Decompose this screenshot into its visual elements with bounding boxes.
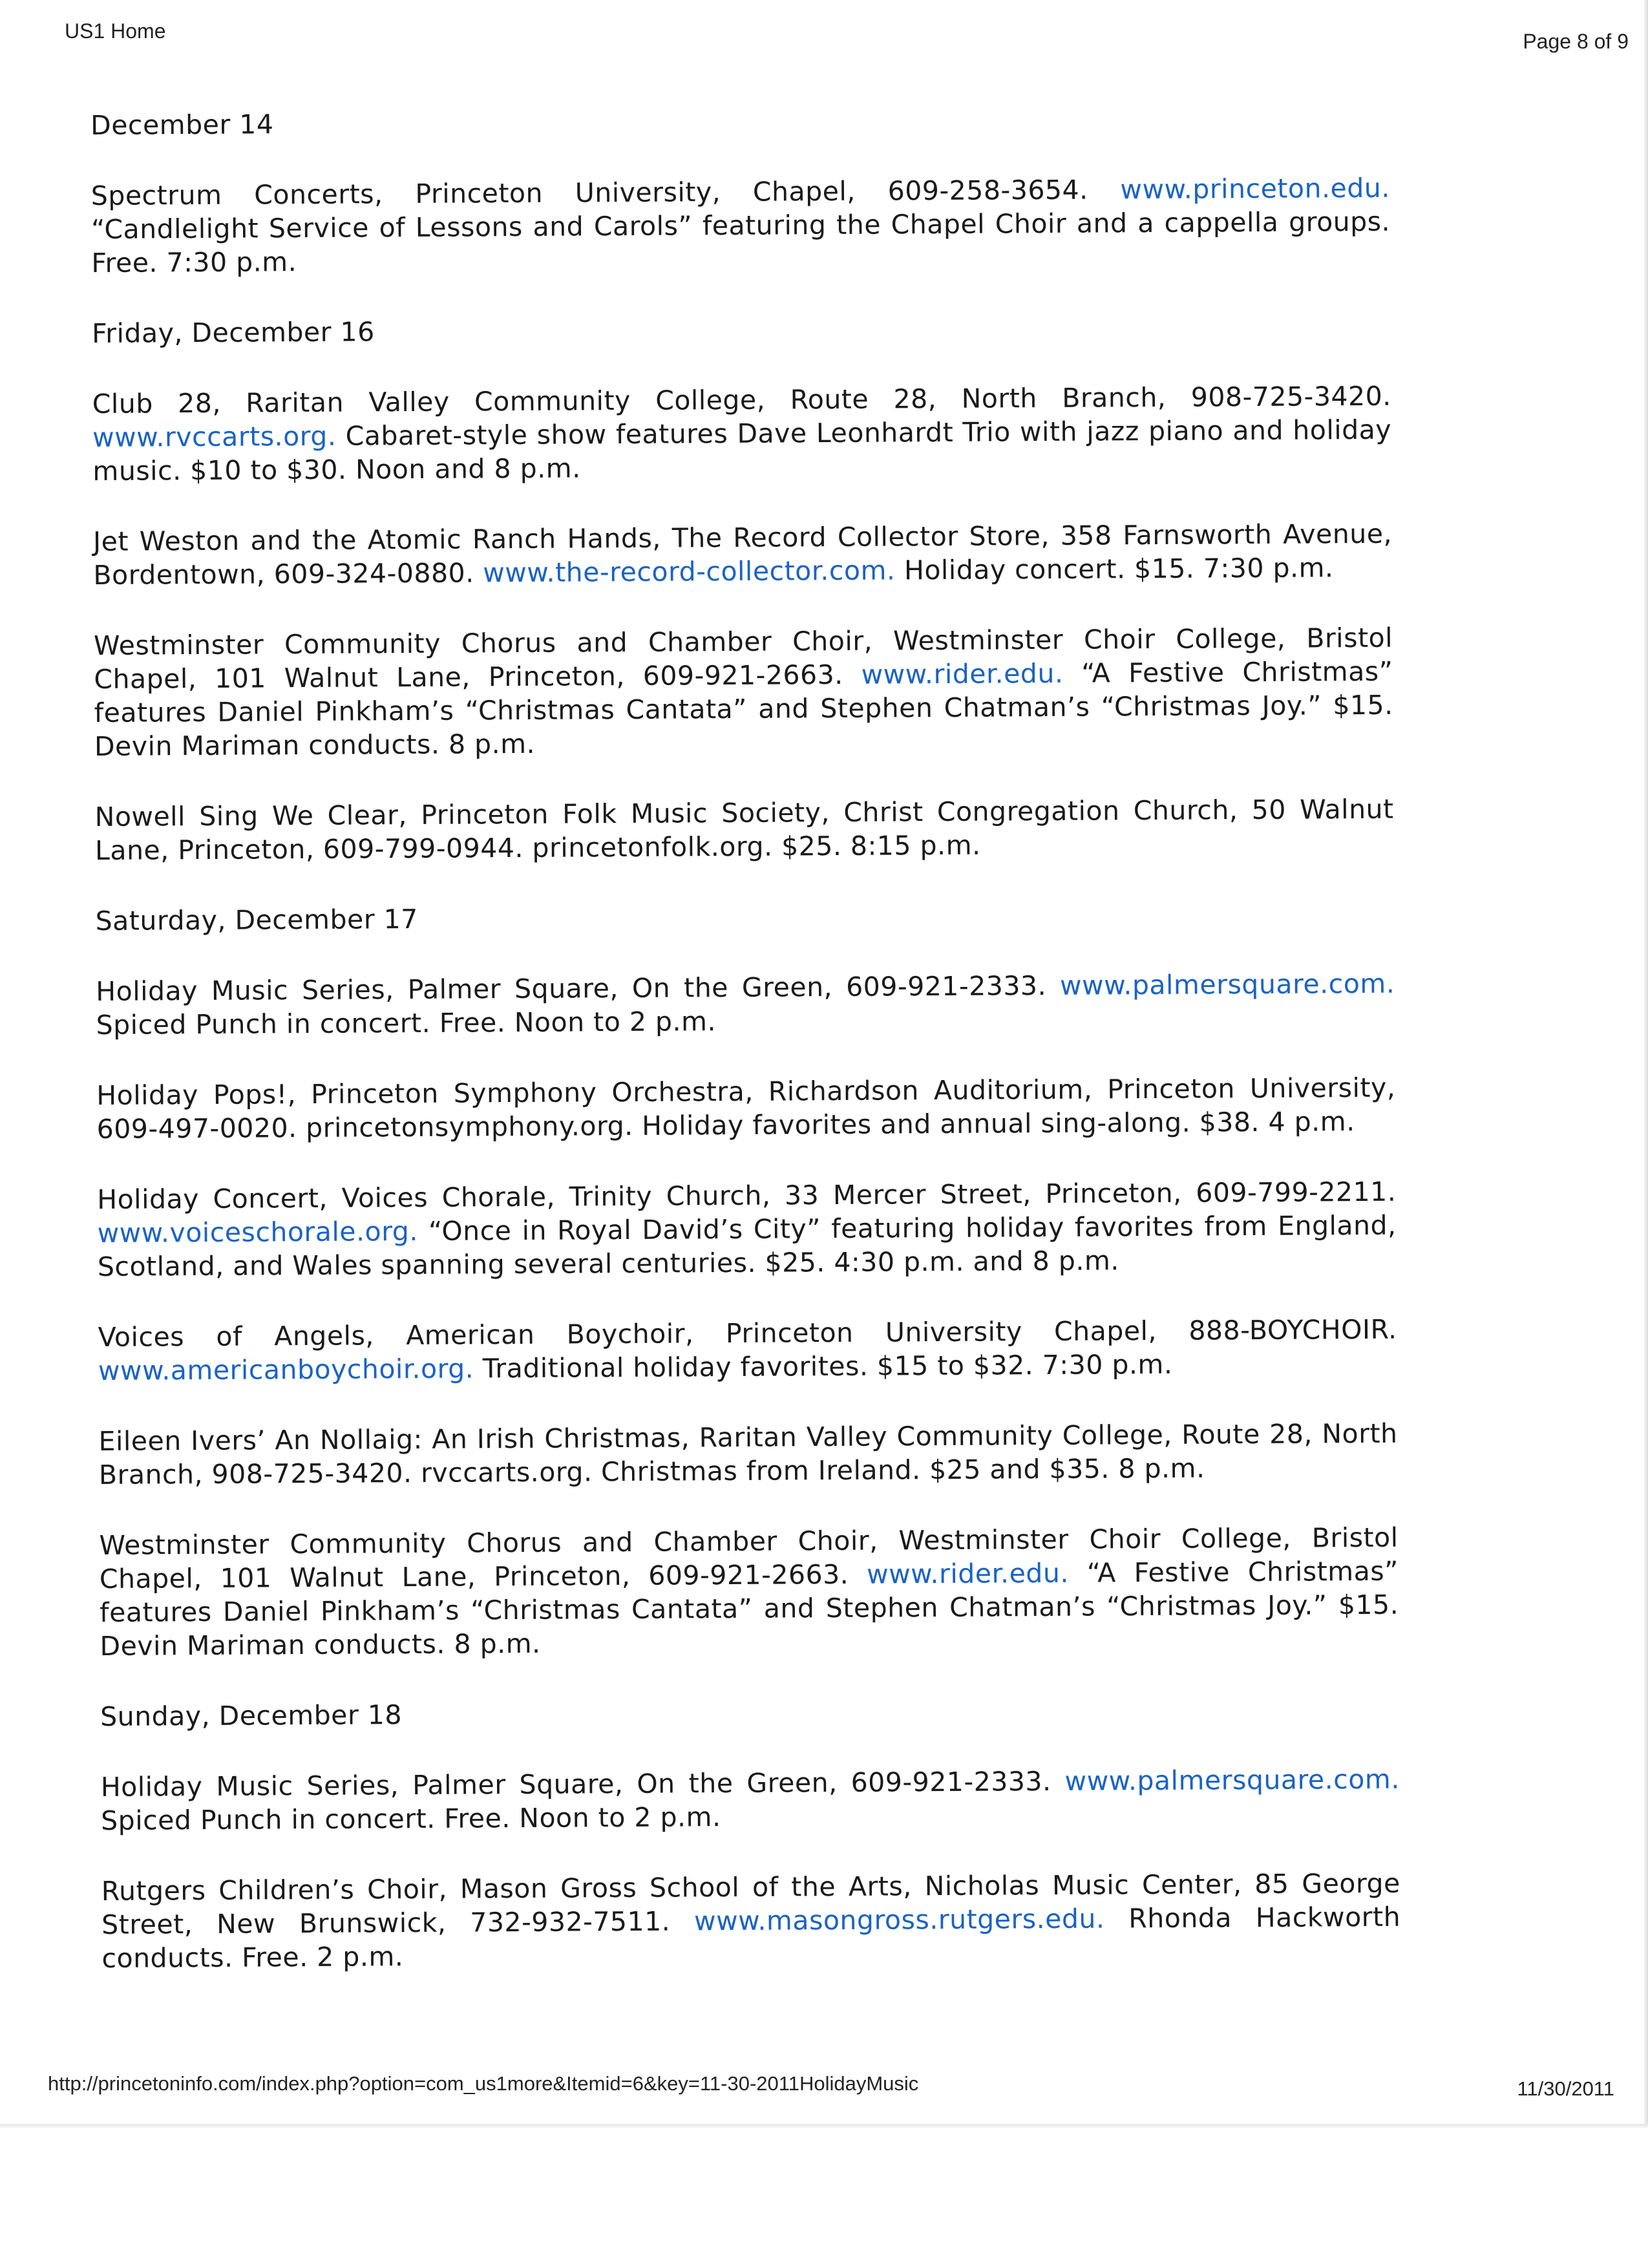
event-listing bbox=[97, 1175, 1397, 1284]
event-details: “A Festive Christmas” features Daniel Pinkham’s “Christmas Cantata” and Stephen Chatman’s “Christmas Joy.” $15. Devin Mariman conducts. 8 p.m. bbox=[100, 1555, 1399, 1662]
event-listing bbox=[101, 1763, 1400, 1838]
event-website-link[interactable]: www.palmersquare.com. bbox=[1059, 968, 1395, 1001]
event-text: Nowell Sing We Clear, Princeton Folk Music Society, Christ Congregation Church, 50 Walnut Lane, Princeton, 609-799-0944. princetonfolk.org. $25. 8:15 p.m. bbox=[94, 793, 1394, 866]
scan-edge-right bbox=[1644, 0, 1648, 2126]
print-date: 11/30/2011 bbox=[1517, 2077, 1614, 2100]
event-details: “Once in Royal David’s City” featuring holiday favorites from England, Scotland, and Wales spanning several centuries. $25. 4:30 p.m. and 8 p.m. bbox=[97, 1209, 1397, 1282]
event-text: Voices of Angels, American Boychoir, Princeton University Chapel, 888-BOYCHOIR. bbox=[98, 1313, 1397, 1353]
event-text: Jet Weston and the Atomic Ranch Hands, The Record Collector Store, 358 Farnsworth Avenue, Bordentown, 609-324-0880. bbox=[92, 518, 1393, 591]
event-listing bbox=[94, 621, 1393, 763]
day-heading: December 14 bbox=[90, 109, 274, 141]
event-website-link[interactable]: www.the-record-collector.com. bbox=[483, 555, 896, 589]
event-listing bbox=[93, 517, 1393, 592]
event-listing bbox=[96, 967, 1395, 1042]
page-number: Page 8 of 9 bbox=[1523, 30, 1629, 53]
event-website-link[interactable]: www.palmersquare.com. bbox=[1064, 1763, 1400, 1797]
event-listing bbox=[95, 792, 1395, 867]
event-details: Holiday concert. $15. 7:30 p.m. bbox=[895, 552, 1334, 586]
event-text: Westminster Community Chorus and Chamber Choir, Westminster Choir College, Bristol Chapel, 101 Walnut Lane, Princeton, 609-921-2663. bbox=[93, 622, 1393, 695]
event-text: Club 28, Raritan Valley Community College, Route 28, North Branch, 908-725-3420. bbox=[92, 380, 1391, 419]
event-text: Rutgers Children’s Choir, Mason Gross School of the Arts, Nicholas Music Center, 85 George Street, New Brunswick, 732-932-7511. bbox=[101, 1867, 1400, 1940]
day-heading: Sunday, December 18 bbox=[100, 1699, 403, 1732]
event-listing bbox=[91, 171, 1391, 280]
event-website-link[interactable]: www.rider.edu. bbox=[866, 1557, 1070, 1590]
event-website-link[interactable]: www.americanboychoir.org. bbox=[98, 1353, 474, 1386]
event-text: Spectrum Concerts, Princeton University, Chapel, 609-258-3654. bbox=[90, 174, 1121, 211]
event-text: Holiday Concert, Voices Chorale, Trinity Church, 33 Mercer Street, Princeton, 609-799-2211. bbox=[97, 1176, 1397, 1215]
event-details: Traditional holiday favorites. $15 to $32. 7:30 p.m. bbox=[474, 1348, 1173, 1384]
event-website-link[interactable]: www.masongross.rutgers.edu. bbox=[693, 1903, 1105, 1937]
event-website-link[interactable]: www.rider.edu. bbox=[861, 657, 1064, 690]
event-details: Spiced Punch in concert. Free. Noon to 2 p.m. bbox=[96, 1006, 717, 1041]
event-website-link[interactable]: www.rvccarts.org. bbox=[92, 420, 337, 453]
day-heading: Saturday, December 17 bbox=[95, 903, 418, 937]
event-details: “Candlelight Service of Lessons and Carols” featuring the Chapel Choir and a cappella groups. Free. 7:30 p.m. bbox=[90, 206, 1391, 279]
site-title: US1 Home bbox=[65, 19, 166, 43]
event-details: Cabaret-style show features Dave Leonhardt Trio with jazz piano and holiday music. $10 to $30. Noon and 8 p.m. bbox=[92, 414, 1392, 487]
event-listing bbox=[99, 1521, 1399, 1663]
event-details: “A Festive Christmas” features Daniel Pinkham’s “Christmas Cantata” and Stephen Chatman’s “Christmas Joy.” $15. Devin Mariman conducts. 8 p.m. bbox=[94, 655, 1393, 762]
event-listing bbox=[96, 1071, 1396, 1146]
event-text: Holiday Music Series, Palmer Square, On the Green, 609-921-2333. bbox=[96, 970, 1061, 1007]
event-listing bbox=[92, 379, 1392, 488]
day-heading: Friday, December 16 bbox=[91, 316, 375, 349]
event-text: Eileen Ivers’ An Nollaig: An Irish Christmas, Raritan Valley Community College, Route 28, North Branch, 908-725-3420. rvccarts.org. Christmas from Ireland. $25 and $35. 8 p.m. bbox=[98, 1417, 1398, 1490]
page-url: http://princetoninfo.com/index.php?option=com_us1more&Itemid=6&key=11-30-2011HolidayMusic bbox=[48, 2072, 919, 2095]
event-website-link[interactable]: www.princeton.edu. bbox=[1120, 172, 1390, 206]
event-text: Holiday Music Series, Palmer Square, On the Green, 609-921-2333. bbox=[100, 1765, 1065, 1803]
event-details: Rhonda Hackworth conducts. Free. 2 p.m. bbox=[101, 1901, 1401, 1974]
listings-content bbox=[90, 101, 1401, 2012]
event-listing bbox=[101, 1867, 1401, 1975]
scan-edge-bottom bbox=[0, 2124, 1648, 2128]
event-website-link[interactable]: www.voiceschorale.org. bbox=[97, 1215, 419, 1249]
event-listing bbox=[98, 1417, 1398, 1492]
event-details: Spiced Punch in concert. Free. Noon to 2 p.m. bbox=[101, 1801, 721, 1836]
event-text: Westminster Community Chorus and Chamber Choir, Westminster Choir College, Bristol Chapel, 101 Walnut Lane, Princeton, 609-921-2663. bbox=[99, 1521, 1399, 1595]
event-text: Holiday Pops!, Princeton Symphony Orchestra, Richardson Auditorium, Princeton University, 609-497-0020. princetonsymphony.org. Holiday favorites and annual sing-along. $38. 4 p.m. bbox=[96, 1072, 1396, 1145]
event-listing bbox=[98, 1313, 1397, 1388]
